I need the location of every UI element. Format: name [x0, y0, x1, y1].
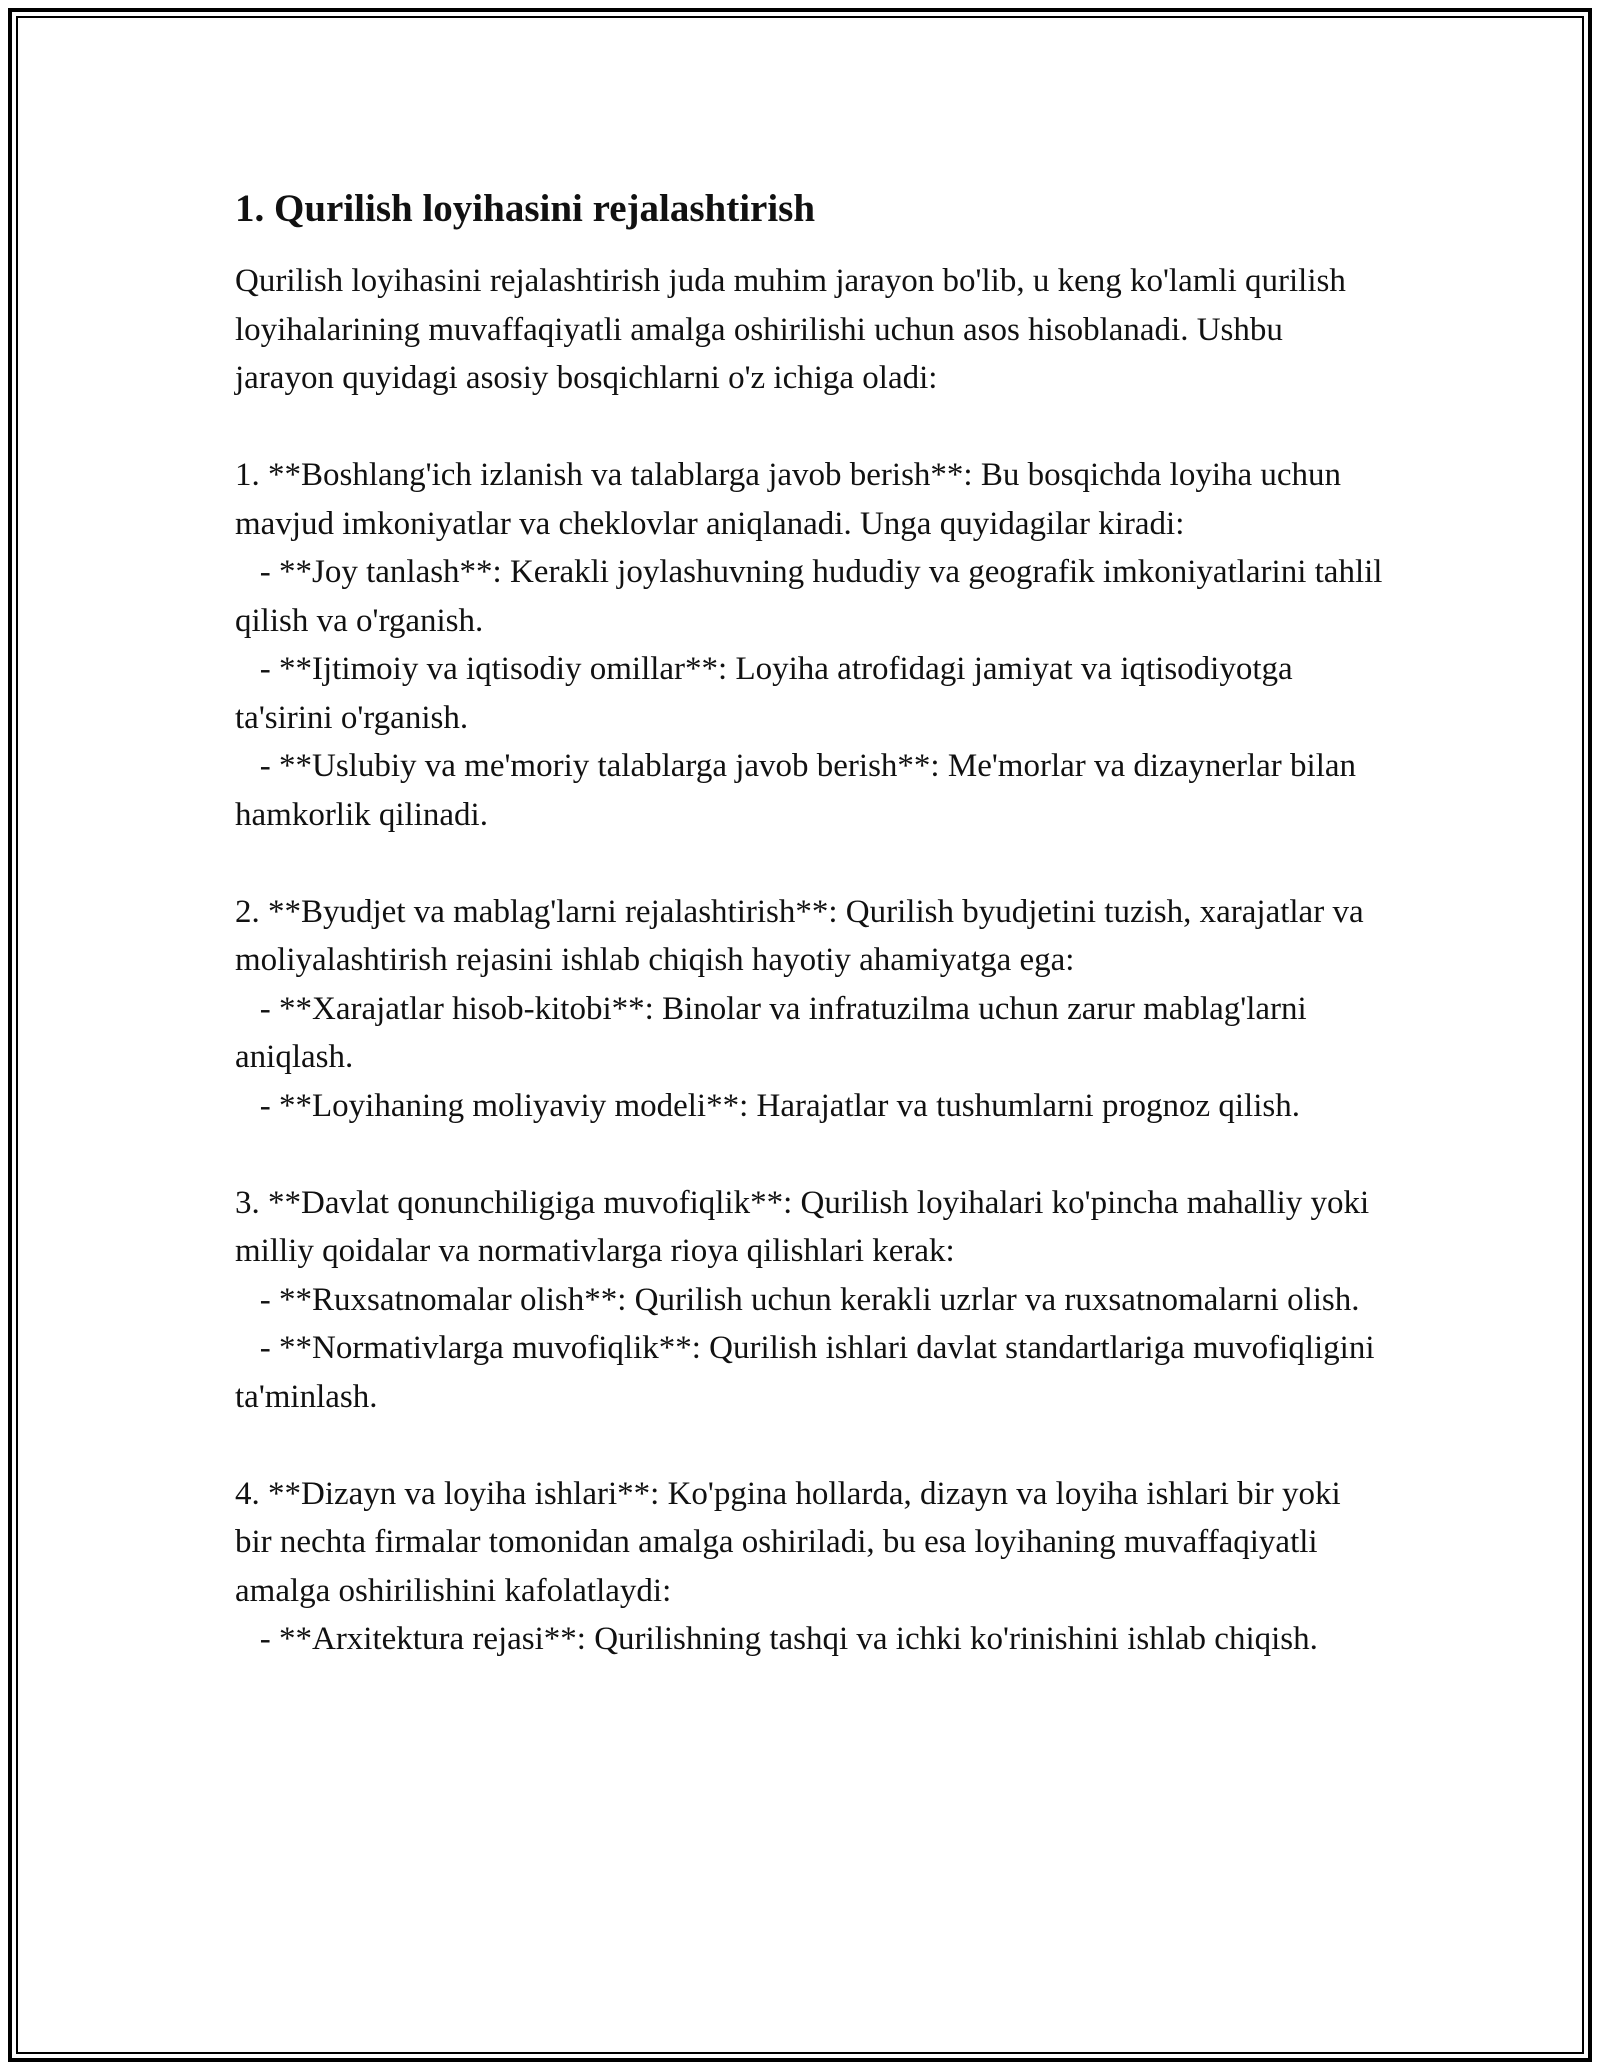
sub-item: - **Normativlarga muvofiqlik**: Qurilish ishlari davlat standartlariga muvofiqligini ta'minlash. [235, 1330, 1383, 1415]
sub-item: - **Ijtimoiy va iqtisodiy omillar**: Loyiha atrofidagi jamiyat va iqtisodiyotga ta'sirini o'rganish. [235, 651, 1301, 736]
list-item-4 [235, 1470, 1385, 1664]
paragraph-gap [235, 403, 1385, 452]
section-heading: 1. Qurilish loyihasini rejalashtirish [235, 187, 816, 230]
sub-item: - **Arxitektura rejasi**: Qurilishning tashqi va ichki ko'rinishini ishlab chiqish. [235, 1621, 1318, 1657]
sub-item: - **Loyihaning moliyaviy modeli**: Harajatlar va tushumlarni prognoz qilish. [235, 1087, 1300, 1124]
list-item-text: 1. **Boshlang'ich izlanish va talablarga javob berish**: Bu bosqichda loyiha uchun mavjud imkoniyatlar va cheklovlar aniqlanadi. Unga quyidagilar kiradi: [235, 457, 1350, 542]
sub-item: - **Uslubiy va me'moriy talablarga javob berish**: Me'morlar va dizaynerlar bilan hamkorlik qilinadi. [235, 748, 1365, 833]
list-item-2 [235, 888, 1385, 1131]
list-item-3 [235, 1179, 1385, 1422]
document-body [235, 185, 1391, 1664]
intro-paragraph: Qurilish loyihasini rejalashtirish juda muhim jarayon bo'lib, u keng ko'lamli qurilish loyihalarining muvaffaqiyatli amalga oshirilishi uchun asos hisoblanadi. Ushbu jarayon quyidagi asosiy bosqichlarni o'z ichiga oladi: [235, 263, 1355, 396]
paragraph-gap [235, 1421, 1385, 1470]
sub-item: - **Xarajatlar hisob-kitobi**: Binolar va infratuzilma uchun zarur mablag'larni aniqlash. [235, 990, 1315, 1075]
list-item-text: 2. **Byudjet va mablag'larni rejalashtirish**: Qurilish byudjetini tuzish, xarajatlar va moliyalashtirish rejasini ishlab chiqish hayotiy ahamiyatga ega: [235, 893, 1372, 978]
list-item-1 [235, 451, 1391, 839]
paragraph-gap [235, 839, 1385, 888]
sub-item: - **Joy tanlash**: Kerakli joylashuvning hududiy va geografik imkoniyatlarini tahlil qilish va o'rganish. [235, 554, 1391, 639]
paragraph-gap [235, 1130, 1385, 1179]
list-item-text: 3. **Davlat qonunchiligiga muvofiqlik**: Qurilish loyihalari ko'pincha mahalliy yoki milliy qoidalar va normativlarga rioya qilishlari kerak: [235, 1184, 1378, 1269]
sub-item: - **Ruxsatnomalar olish**: Qurilish uchun kerakli uzrlar va ruxsatnomalarni olish. [235, 1281, 1360, 1318]
list-item-text: 4. **Dizayn va loyiha ishlari**: Ko'pgina hollarda, dizayn va loyiha ishlari bir yoki bir nechta firmalar tomonidan amalga oshiriladi, bu esa loyihaning muvaffaqiyatli amalga oshirilishini kafolatlaydi: [235, 1475, 1349, 1609]
